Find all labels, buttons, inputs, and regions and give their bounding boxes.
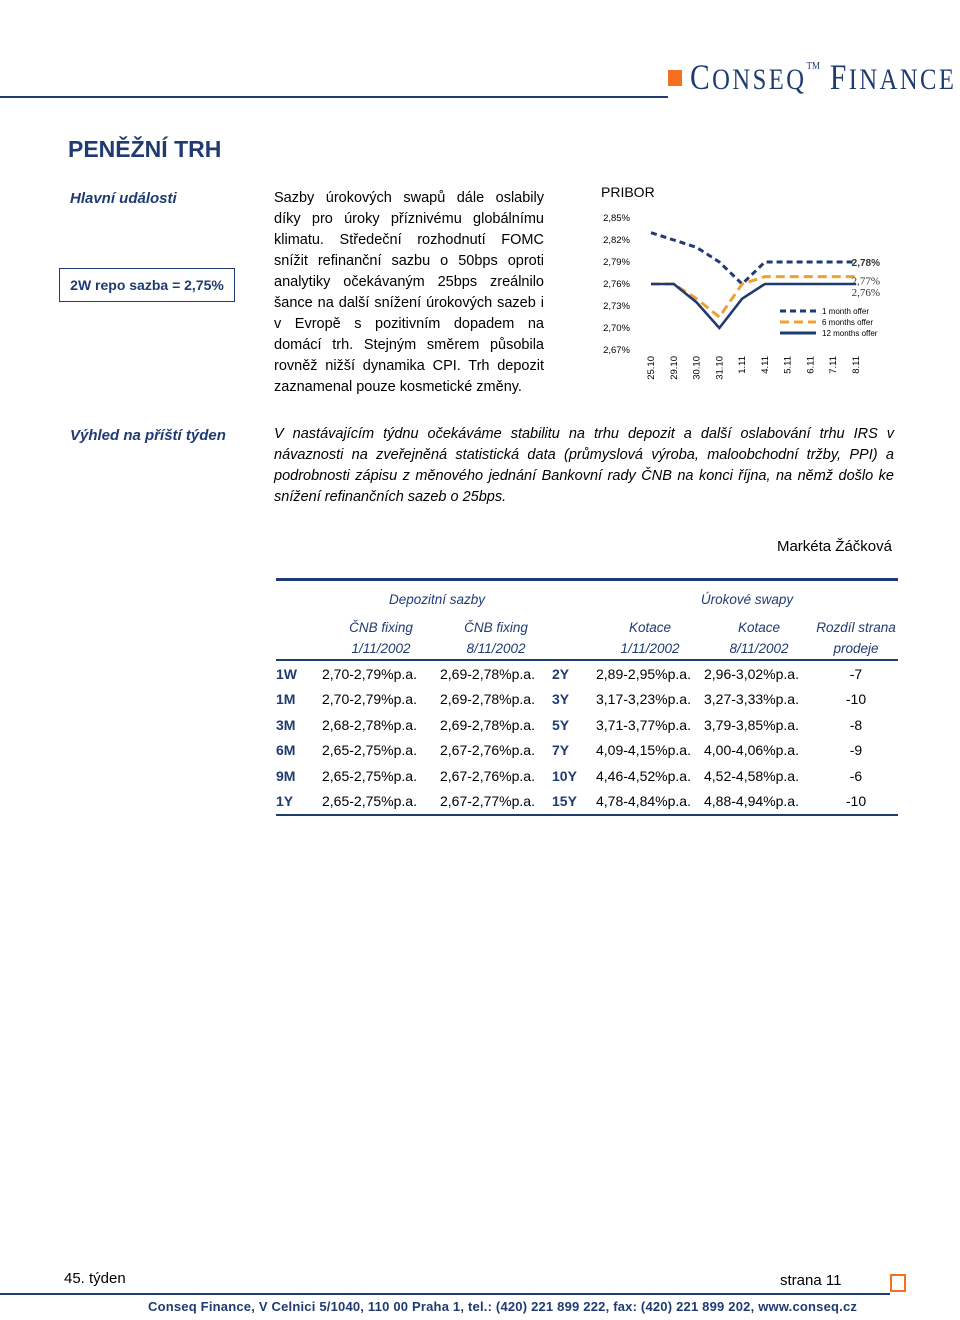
cell-d2: 2,69-2,78%p.a. (440, 691, 535, 708)
header-rule (0, 96, 668, 98)
table-row (276, 660, 898, 687)
cell-diff: -10 (845, 691, 867, 708)
y-tick-label: 2,85% (603, 213, 630, 224)
x-tick-label: 4.11 (759, 356, 771, 374)
y-tick-label: 2,79% (603, 257, 630, 268)
col-header: Rozdíl strana (816, 620, 896, 635)
cell-s2: 2,96-3,02%p.a. (704, 665, 799, 682)
cell-s2: 3,27-3,33%p.a. (704, 691, 799, 708)
cell-s1: 2,89-2,95%p.a. (596, 665, 691, 682)
col-header: 8/11/2002 (704, 638, 814, 660)
cell-diff: -8 (849, 716, 863, 733)
cell-s1: 4,46-4,52%p.a. (596, 767, 691, 784)
col-header: ČNB fixing (349, 620, 413, 635)
cell-d1: 2,65-2,75%p.a. (322, 742, 417, 759)
cell-tenor: 1Y (276, 789, 322, 816)
cell-d1: 2,65-2,75%p.a. (322, 767, 417, 784)
cell-d1: 2,65-2,75%p.a. (322, 789, 440, 816)
cell-d2: 2,67-2,77%p.a. (440, 789, 552, 816)
events-label: Hlavní události (70, 190, 177, 207)
logo: CONSEQ™ FINANCE (690, 57, 957, 97)
y-tick-label: 2,70% (603, 323, 630, 334)
repo-rate-box: 2W repo sazba = 2,75% (59, 268, 235, 302)
cell-s1: 3,71-3,77%p.a. (596, 716, 691, 733)
cell-diff: -6 (849, 767, 863, 784)
cell-d2: 2,69-2,78%p.a. (440, 665, 535, 682)
x-tick-label: 31.10 (714, 356, 726, 380)
x-tick-label: 6.11 (805, 356, 817, 374)
x-tick-label: 7.11 (828, 356, 840, 374)
cell-s2: 4,88-4,94%p.a. (704, 789, 814, 816)
data-label: 2,76% (851, 287, 880, 299)
x-tick-label: 5.11 (782, 356, 794, 374)
swap-group-header: Úrokové swapy (596, 580, 898, 618)
outlook-body: V nastávajícím týdnu očekáváme stabilitu na trhu depozit a další oslabování trhu IRS v návaznosti na zveřejněná statistická data (průmyslová výroba, maloobchodní tržby, PPI) a podrobnosti zápisu z měnového jednání Bankovní rady ČNB na konci října, na němž došlo ke snížení refinančních sazeb o 25bps. (274, 426, 894, 505)
rates-table (276, 578, 898, 816)
legend-label: 6 months offer (822, 318, 873, 327)
table-row (276, 712, 898, 738)
pribor-chart (596, 200, 896, 390)
cell-tenor: 1M (276, 691, 296, 708)
cell-s1: 3,17-3,23%p.a. (596, 691, 691, 708)
cell-stenor: 15Y (552, 789, 596, 816)
cell-diff: -7 (849, 665, 863, 682)
table-row (276, 687, 898, 713)
events-body: Sazby úrokových swapů dále oslabily díky pro úroky příznivému globálnímu klimatu. Středeční rozhodnutí FOMC snížit refinanční sazbu o 50bps oproti analytiky očekávaným 25bps zreálnilo šance na další snížení úrokových sazeb i v Evropě s pozitivním dopadem na domácí trh. Stejným směrem působila rovněž nižší dynamika CPI. Trh depozit zaznamenal pouze kosmetické změny. (274, 190, 544, 395)
col-header: ČNB fixing (464, 620, 528, 635)
deposit-group-header: Depozitní sazby (322, 580, 552, 618)
cell-s1: 4,78-4,84%p.a. (596, 789, 704, 816)
cell-stenor: 2Y (552, 665, 570, 682)
chart-title: PRIBOR (601, 184, 655, 200)
footer-rule (0, 1293, 890, 1295)
y-tick-label: 2,82% (603, 235, 630, 246)
page-number: strana 11 (780, 1272, 842, 1289)
cell-diff: -9 (849, 742, 863, 759)
col-header: 8/11/2002 (440, 638, 552, 660)
cell-s2: 3,79-3,85%p.a. (704, 716, 799, 733)
cell-stenor: 10Y (552, 767, 577, 784)
cell-d1: 2,70-2,79%p.a. (322, 691, 417, 708)
cell-tenor: 6M (276, 742, 296, 759)
cell-s1: 4,09-4,15%p.a. (596, 742, 691, 759)
footer-address: Conseq Finance, V Celnici 5/1040, 110 00 Praha 1, tel.: (420) 221 899 222, fax: (420) 221 899 202, www.conseq.cz (148, 1299, 858, 1314)
legend-label: 12 months offer (822, 329, 878, 338)
cell-tenor: 9M (276, 767, 296, 784)
col-header: Kotace (628, 620, 672, 635)
data-label: 2,77% (851, 275, 880, 288)
y-tick-label: 2,76% (603, 279, 630, 290)
cell-d2: 2,67-2,76%p.a. (440, 767, 535, 784)
y-tick-label: 2,67% (603, 345, 630, 356)
x-tick-label: 25.10 (646, 356, 657, 380)
cell-d1: 2,68-2,78%p.a. (322, 716, 417, 733)
cell-s2: 4,00-4,06%p.a. (704, 742, 799, 759)
cell-d2: 2,69-2,78%p.a. (440, 716, 535, 733)
page-title: PENĚŽNÍ TRH (68, 136, 222, 162)
y-tick-label: 2,73% (603, 301, 630, 312)
cell-stenor: 3Y (552, 691, 570, 708)
logo-square (668, 70, 682, 86)
footer-square (890, 1274, 906, 1292)
table-row (276, 789, 898, 816)
week-label: 45. týden (64, 1270, 126, 1287)
cell-d1: 2,70-2,79%p.a. (322, 665, 417, 682)
col-header: 1/11/2002 (596, 638, 704, 660)
data-label: 2,78% (851, 258, 880, 269)
legend-label: 1 month offer (822, 307, 869, 316)
outlook-label: Výhled na příští týden (70, 427, 226, 444)
cell-stenor: 5Y (552, 716, 570, 733)
col-header: 1/11/2002 (322, 638, 440, 660)
col-header: prodeje (814, 638, 898, 660)
x-tick-label: 29.10 (668, 356, 680, 380)
table-row (276, 763, 898, 789)
cell-d2: 2,67-2,76%p.a. (440, 742, 535, 759)
cell-stenor: 7Y (552, 742, 570, 759)
cell-s2: 4,52-4,58%p.a. (704, 767, 799, 784)
x-tick-label: 8.11 (851, 356, 862, 374)
author: Markéta Žáčková (776, 538, 892, 555)
col-header: Kotace (737, 620, 781, 635)
x-tick-label: 30.10 (691, 356, 703, 380)
cell-diff: -10 (814, 789, 898, 816)
cell-tenor: 3M (276, 716, 296, 733)
cell-tenor: 1W (276, 665, 297, 682)
x-tick-label: 1.11 (737, 356, 749, 374)
table-row (276, 738, 898, 764)
